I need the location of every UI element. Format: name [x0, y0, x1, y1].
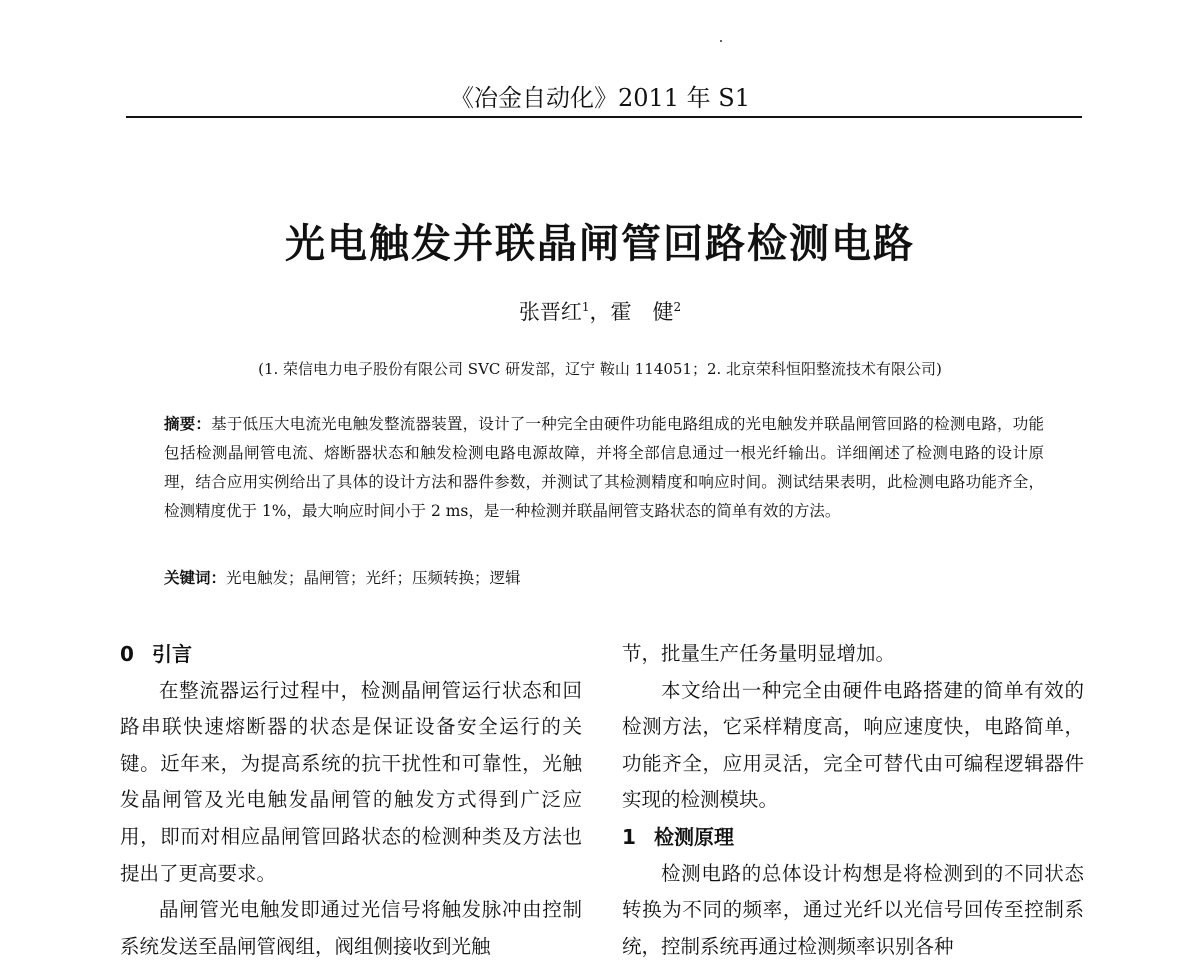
section-0-title: 引言	[152, 642, 192, 666]
section-0-number: 0	[120, 642, 134, 666]
author-1-affil-mark: 1	[581, 300, 590, 314]
paper-title: 光电触发并联晶闸管回路检测电路	[285, 221, 915, 267]
section-1-title: 检测原理	[654, 824, 734, 849]
continued-paragraph: 节，批量生产任务量明显增加。	[622, 642, 896, 665]
section-1-heading	[622, 819, 1084, 856]
section-0-heading	[120, 636, 582, 673]
keywords	[164, 566, 1044, 588]
affiliations: (1. 荣信电力电子股份有限公司 SVC 研发部，辽宁 鞍山 114051；2. 北京荣科恒阳整流技术有限公司)	[258, 360, 942, 378]
header-rule	[126, 116, 1082, 118]
authors	[0, 296, 1200, 326]
left-column	[120, 636, 582, 965]
author-2-affil-mark: 2	[673, 300, 682, 314]
author-2: 霍 健	[610, 300, 674, 324]
keywords-label: 关键词：	[164, 569, 227, 587]
principle-paragraph-1: 检测电路的总体设计构想是将检测到的不同状态转换为不同的频率，通过光纤以光信号回传至控制系统，控制系统再通过检测频率识别各种	[622, 861, 1084, 958]
right-column	[622, 636, 1084, 965]
journal-header: 《冶金自动化》2011 年 S1	[449, 84, 751, 112]
abstract	[164, 410, 1044, 526]
keywords-text: 光电触发；晶闸管；光纤；压频转换；逻辑	[226, 569, 521, 587]
abstract-label: 摘要：	[164, 415, 212, 433]
section-1-number: 1	[622, 824, 636, 849]
author-1: 张晋红	[518, 300, 582, 324]
intro-paragraph-2: 晶闸管光电触发即通过光信号将触发脉冲由控制系统发送至晶闸管阀组，阀组侧接收到光触	[120, 898, 582, 958]
author-separator: ，	[589, 300, 611, 324]
intro-paragraph-1: 在整流器运行过程中，检测晶闸管运行状态和回路串联快速熔断器的状态是保证设备安全运行的关键。近年来，为提高系统的抗干扰性和可靠性，光触发晶闸管及光电触发晶闸管的触发方式得到广泛应用，即而对相应晶闸管回路状态的检测种类及方法也提出了更高要求。	[120, 678, 582, 885]
abstract-text: 基于低压大电流光电触发整流器装置，设计了一种完全由硬件功能电路组成的光电触发并联晶闸管回路的检测电路，功能包括检测晶闸管电流、熔断器状态和触发检测电路电源故障，并将全部信息通过一根光纤输出。详细阐述了检测电路的设计原理，结合应用实例给出了具体的设计方法和器件参数，并测试了其检测精度和响应时间。测试结果表明，此检测电路功能齐全，检测精度优于 1%，最大响应时间小于 2 ms，是一种检测并联晶闸管支路状态的简单有效的方法。	[164, 415, 1044, 520]
intro-paragraph-3: 本文给出一种完全由硬件电路搭建的简单有效的检测方法，它采样精度高，响应速度快，电路简单，功能齐全，应用灵活，完全可替代由可编程逻辑器件实现的检测模块。	[622, 678, 1084, 812]
scan-dot	[720, 40, 722, 42]
